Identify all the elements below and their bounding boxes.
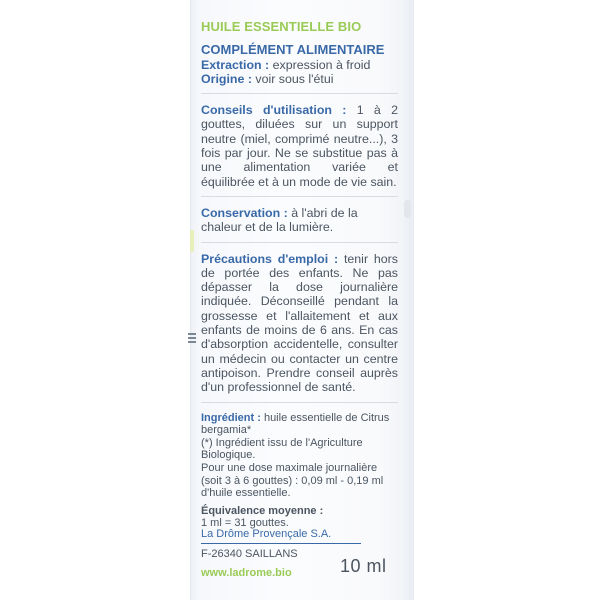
product-volume: 10 ml [340,556,387,576]
label-left-marks [190,0,200,600]
company-name: La Drôme Provençale S.A. [201,528,361,544]
dose-paragraph: Pour une dose maximale journalière (soit 3 à 6 gouttes) : 0,09 ml - 0,19 ml d'huile essentielle. [201,461,384,500]
equivalence-label: Équivalence moyenne : [201,504,324,517]
conseils-label: Conseils d'utilisation : [201,103,347,118]
conseils-paragraph [201,103,398,189]
equivalence-value: 1 ml = 31 gouttes. [201,517,289,530]
equivalence-block [201,505,398,530]
extraction-label: Extraction : [201,57,270,72]
edge-notch [404,200,411,218]
extraction-line [201,58,398,72]
green-edge-mark [190,230,194,252]
conservation-paragraph [201,206,398,235]
divider [201,93,398,94]
origine-line [201,72,398,86]
conservation-label: Conservation : [201,205,288,220]
label-right-edge [402,0,412,600]
divider [201,196,398,197]
origine-label: Origine : [201,71,252,86]
company-block [201,528,361,580]
conservation-value: à l'abri de la chaleur et de la lumière. [201,205,358,235]
precautions-paragraph [201,252,398,395]
product-title: HUILE ESSENTIELLE BIO [201,19,362,34]
extraction-value: expression à froid [269,57,371,72]
divider [201,402,398,403]
precautions-value: tenir hors de portée des enfants. Ne pas dépasser la dose journalière indiquée. Déconseillé pendant la grossesse et l'allaitement et aux enfants de moins de 6 ans. En cas d'absorption accidentelle, consulter un médecin ou contacter un centre antipoison. Prendre conseil auprès d'un professionnel de santé. [201,251,398,395]
ingredient-note: (*) Ingrédient issu de l'Agriculture Biologique. [201,436,363,462]
divider [201,242,398,243]
menu-lines-icon [188,333,197,345]
ingredient-value: huile essentielle de Citrus bergamia* [201,411,390,437]
company-website: www.ladrome.bio [201,567,292,579]
label-content [201,20,398,530]
ingredient-paragraph [201,412,398,437]
conseils-value: 1 à 2 gouttes, diluées sur un support neutre (miel, comprimé neutre...), 3 fois par jour. Ne se substitue pas à une alimentation variée et équilibrée et à un mode de vie sain. [201,103,398,189]
ingredient-label: Ingrédient : [201,411,261,424]
company-address: F-26340 SAILLANS [201,548,298,560]
origine-value: voir sous l'étui [251,71,334,86]
product-subtitle: COMPLÉMENT ALIMENTAIRE [201,42,385,58]
precautions-label: Précautions d'emploi : [201,251,339,266]
